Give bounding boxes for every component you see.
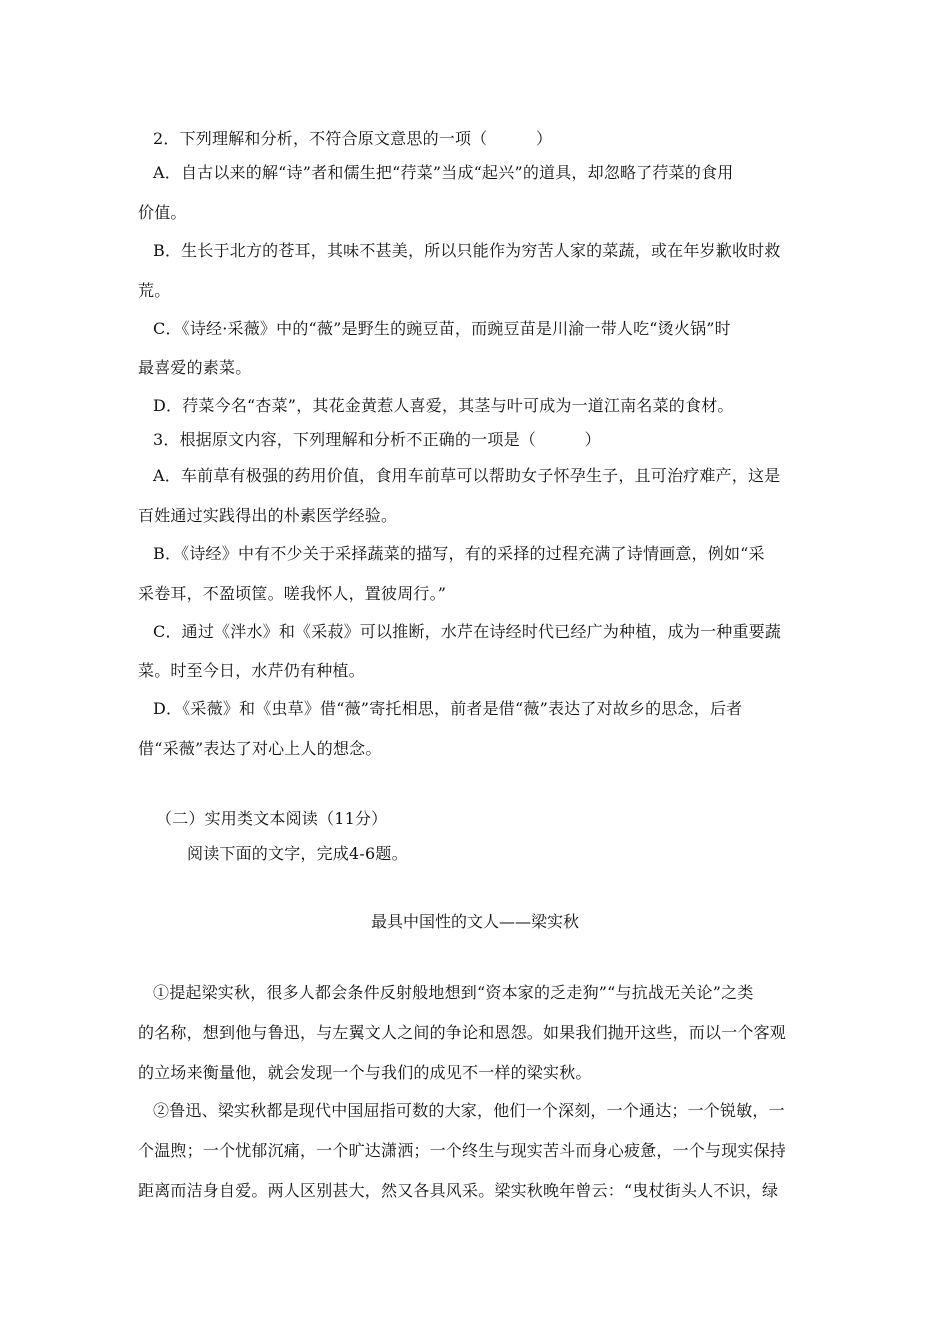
article-p2-line3: 距离而洁身自爱。两人区别甚大，然又各具风采。梁实秋晚年曾云：“曳杖街头人不识，绿 <box>138 1181 779 1200</box>
section-instruction: 阅读下面的文字，完成4-6题。 <box>187 844 408 863</box>
q2-option-a-line2: 价值。 <box>138 203 187 222</box>
q2-option-a-line1: A．自古以来的解“诗”者和儒生把“荇菜”当成“起兴”的道具，却忽略了荇菜的食用 <box>153 163 734 182</box>
q3-option-c-line2: 菜。时至今日，水芹仍有种植。 <box>138 661 365 680</box>
q2-option-b-line1: B．生长于北方的苍耳，其味不甚美，所以只能作为穷苦人家的菜蔬，或在年岁歉收时救 <box>153 241 781 260</box>
q3-option-c-line1: C．通过《泮水》和《采菽》可以推断，水芹在诗经时代已经广为种植，成为一种重要蔬 <box>153 622 782 641</box>
question-2-stem: 2．下列理解和分析，不符合原文意思的一项（ ） <box>153 129 553 148</box>
q2-option-c-line1: C．《诗经·采薇》中的“薇”是野生的豌豆苗，而豌豆苗是川渝一带人吃“烫火锅”时 <box>153 319 731 338</box>
q3-option-b-line2: 采卷耳，不盈顷筐。嗟我怀人，置彼周行。” <box>138 584 447 603</box>
section-heading: （二）实用类文本阅读（11分） <box>156 809 388 828</box>
article-title: 最具中国性的文人——梁实秋 <box>370 912 579 931</box>
article-p1-line2: 的名称，想到他与鲁迅，与左翼文人之间的争论和恩怨。如果我们抛开这些，而以一个客观 <box>138 1023 787 1042</box>
article-p2-line2: 个温煦；一个忧郁沉痛，一个旷达潇洒；一个终生与现实苦斗而身心疲惫，一个与现实保持 <box>138 1141 787 1160</box>
article-p1-line3: 的立场来衡量他，就会发现一个与我们的成见不一样的梁实秋。 <box>138 1063 592 1082</box>
q3-option-a-line2: 百姓通过实践得出的朴素医学经验。 <box>138 506 398 525</box>
q3-option-a-line1: A．车前草有极强的药用价值，食用车前草可以帮助女子怀孕生子，且可治疗难产，这是 <box>153 466 781 485</box>
q2-option-b-line2: 荒。 <box>138 281 171 300</box>
q2-option-d-line1: D．荇菜今名“杏菜”，其花金黄惹人喜爱，其茎与叶可成为一道江南名菜的食材。 <box>153 396 734 415</box>
q3-option-d-line1: D．《采薇》和《虫草》借“薇”寄托相思，前者是借“薇”表达了对故乡的思念，后者 <box>153 699 743 718</box>
q3-option-d-line2: 借“采薇”表达了对心上人的想念。 <box>138 739 382 758</box>
article-p1-line1: ①提起梁实秋，很多人都会条件反射般地想到“资本家的乏走狗”“与抗战无关论”之类 <box>153 983 754 1002</box>
q3-option-b-line1: B．《诗经》中有不少关于采择蔬菜的描写，有的采择的过程充满了诗情画意，例如“采 <box>153 544 765 563</box>
article-p2-line1: ②鲁迅、梁实秋都是现代中国屈指可数的大家，他们一个深刻，一个通达；一个锐敏，一 <box>153 1101 785 1120</box>
q2-option-c-line2: 最喜爱的素菜。 <box>138 358 252 377</box>
question-3-stem: 3．根据原文内容，下列理解和分析不正确的一项是（ ） <box>153 430 601 449</box>
